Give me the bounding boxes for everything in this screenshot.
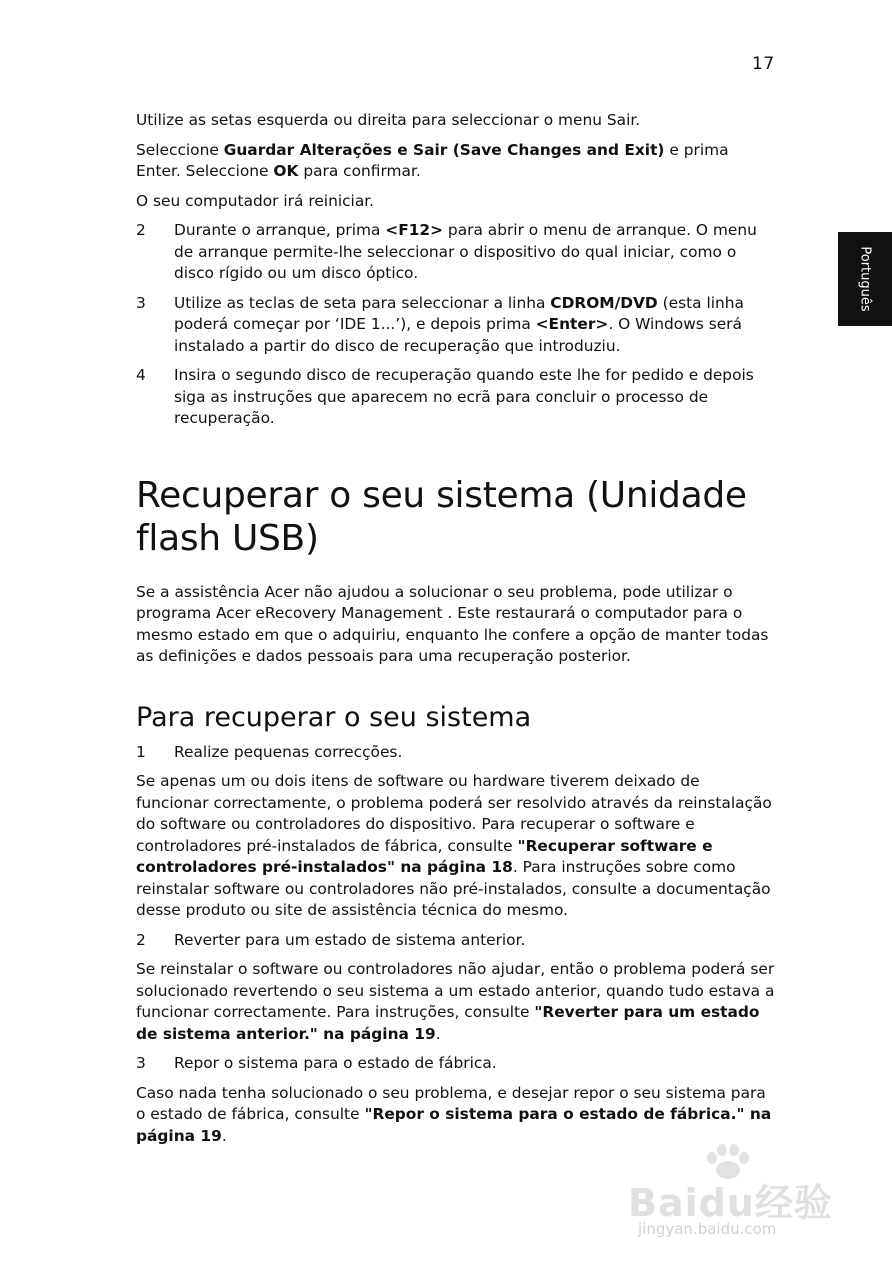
watermark	[628, 1142, 848, 1262]
intro-paragraph-3: O seu computador irá reiniciar.	[136, 191, 375, 210]
section-title: Recuperar o seu sistema (Unidade flash USB)	[136, 474, 747, 559]
cross-reference: "Repor o sistema para o estado de fábrica." na página 19	[136, 1105, 772, 1145]
step-number: 3	[136, 293, 146, 312]
step1-paragraph	[136, 771, 776, 922]
text-run: e prima Enter. Seleccione	[136, 140, 729, 180]
list-item	[136, 1053, 776, 1075]
list-item	[136, 365, 776, 430]
step-number: 3	[136, 1054, 146, 1072]
text-run: Caso nada tenha solucionado o seu problema, e desejar repor o seu sistema para o estado de fábrica, consulte	[136, 1083, 766, 1123]
cross-reference: "Reverter para um estado de sistema anterior." na página 19	[136, 1003, 760, 1043]
bold-run: OK	[273, 162, 299, 180]
intro-paragraph-1: Utilize as setas esquerda ou direita para seleccionar o menu Sair.	[136, 111, 641, 129]
text-run: (esta linha poderá começar por ‘IDE 1...’), e depois prima	[174, 293, 744, 333]
step-text: Reverter para um estado de sistema anterior.	[174, 930, 526, 949]
text-run: . Para instruções sobre como reinstalar software ou controladores não pré-instalados, consulte a documentação desse produto ou site de assistência técnica do mesmo.	[136, 858, 771, 919]
subsection-title: Para recuperar o seu sistema	[136, 701, 532, 733]
step-number: 2	[136, 930, 146, 949]
step-number: 1	[136, 742, 146, 761]
bold-run: <Enter>	[535, 315, 609, 333]
watermark-logo: Baidu经验	[628, 1181, 833, 1225]
list-item	[136, 930, 776, 952]
list-item	[136, 220, 776, 285]
cross-reference: "Recuperar software e controladores pré-instalados" na página 18	[136, 836, 713, 876]
bold-run: CDROM/DVD	[550, 293, 658, 312]
text-run: para abrir o menu de arranque. O menu de arranque permite-lhe seleccionar o dispositivo do qual iniciar, como o disco rígido ou um disco óptico.	[174, 221, 757, 282]
watermark-url: jingyan.baidu.com	[638, 1220, 777, 1238]
bold-run: <F12>	[385, 221, 444, 239]
text-run: .	[435, 1024, 441, 1043]
step2-paragraph	[136, 959, 776, 1045]
text-run: Se apenas um ou dois itens de software ou hardware tiverem deixado de funcionar correctamente, o problema poderá ser resolvido através da reinstalação do software ou controladores do dispositivo. Para recuperar o software e controladores pré-instalados de fábrica, consulte	[136, 772, 772, 855]
list-item	[136, 742, 776, 764]
language-tab-label: Português	[857, 246, 873, 312]
text-run: Durante o arranque, prima	[174, 221, 386, 239]
step-text	[174, 220, 776, 285]
language-tab	[838, 232, 892, 326]
text-run: .	[221, 1126, 227, 1145]
text-run: Utilize as teclas de seta para seleccionar a linha	[174, 293, 551, 312]
text-run: para confirmar.	[298, 162, 421, 180]
text-run: Seleccione	[136, 140, 224, 159]
page-number: 17	[752, 54, 775, 74]
bold-run: Guardar Alterações e Sair (Save Changes and Exit)	[223, 140, 665, 159]
step-text: Repor o sistema para o estado de fábrica.	[174, 1054, 497, 1072]
text-run: Se reinstalar o software ou controladores não ajudar, então o problema poderá ser solucionado revertendo o seu sistema a um estado anterior, quando tudo estava a funcionar correctamente. Para instruções, consulte	[136, 960, 775, 1021]
step-number: 2	[136, 221, 146, 239]
step-text	[174, 293, 776, 358]
step-text: Insira o segundo disco de recuperação quando este lhe for pedido e depois siga as instruções que aparecem no ecrã para concluir o processo de recuperação.	[174, 366, 754, 427]
step-text: Realize pequenas correcções.	[174, 742, 403, 761]
intro-paragraph-2	[136, 140, 776, 183]
text-run: . O Windows será instalado a partir do disco de recuperação que introduziu.	[174, 315, 742, 355]
list-item	[136, 293, 776, 358]
page-content	[136, 110, 776, 1155]
step3-paragraph	[136, 1083, 776, 1148]
section-body: Se a assistência Acer não ajudou a solucionar o seu problema, pode utilizar o programa Acer eRecovery Management . Este restaurará o computador para o mesmo estado em que o adquiriu, enquanto lhe confere a opção de manter todas as definições e dados pessoais para uma recuperação posterior.	[136, 582, 769, 665]
step-number: 4	[136, 366, 146, 384]
